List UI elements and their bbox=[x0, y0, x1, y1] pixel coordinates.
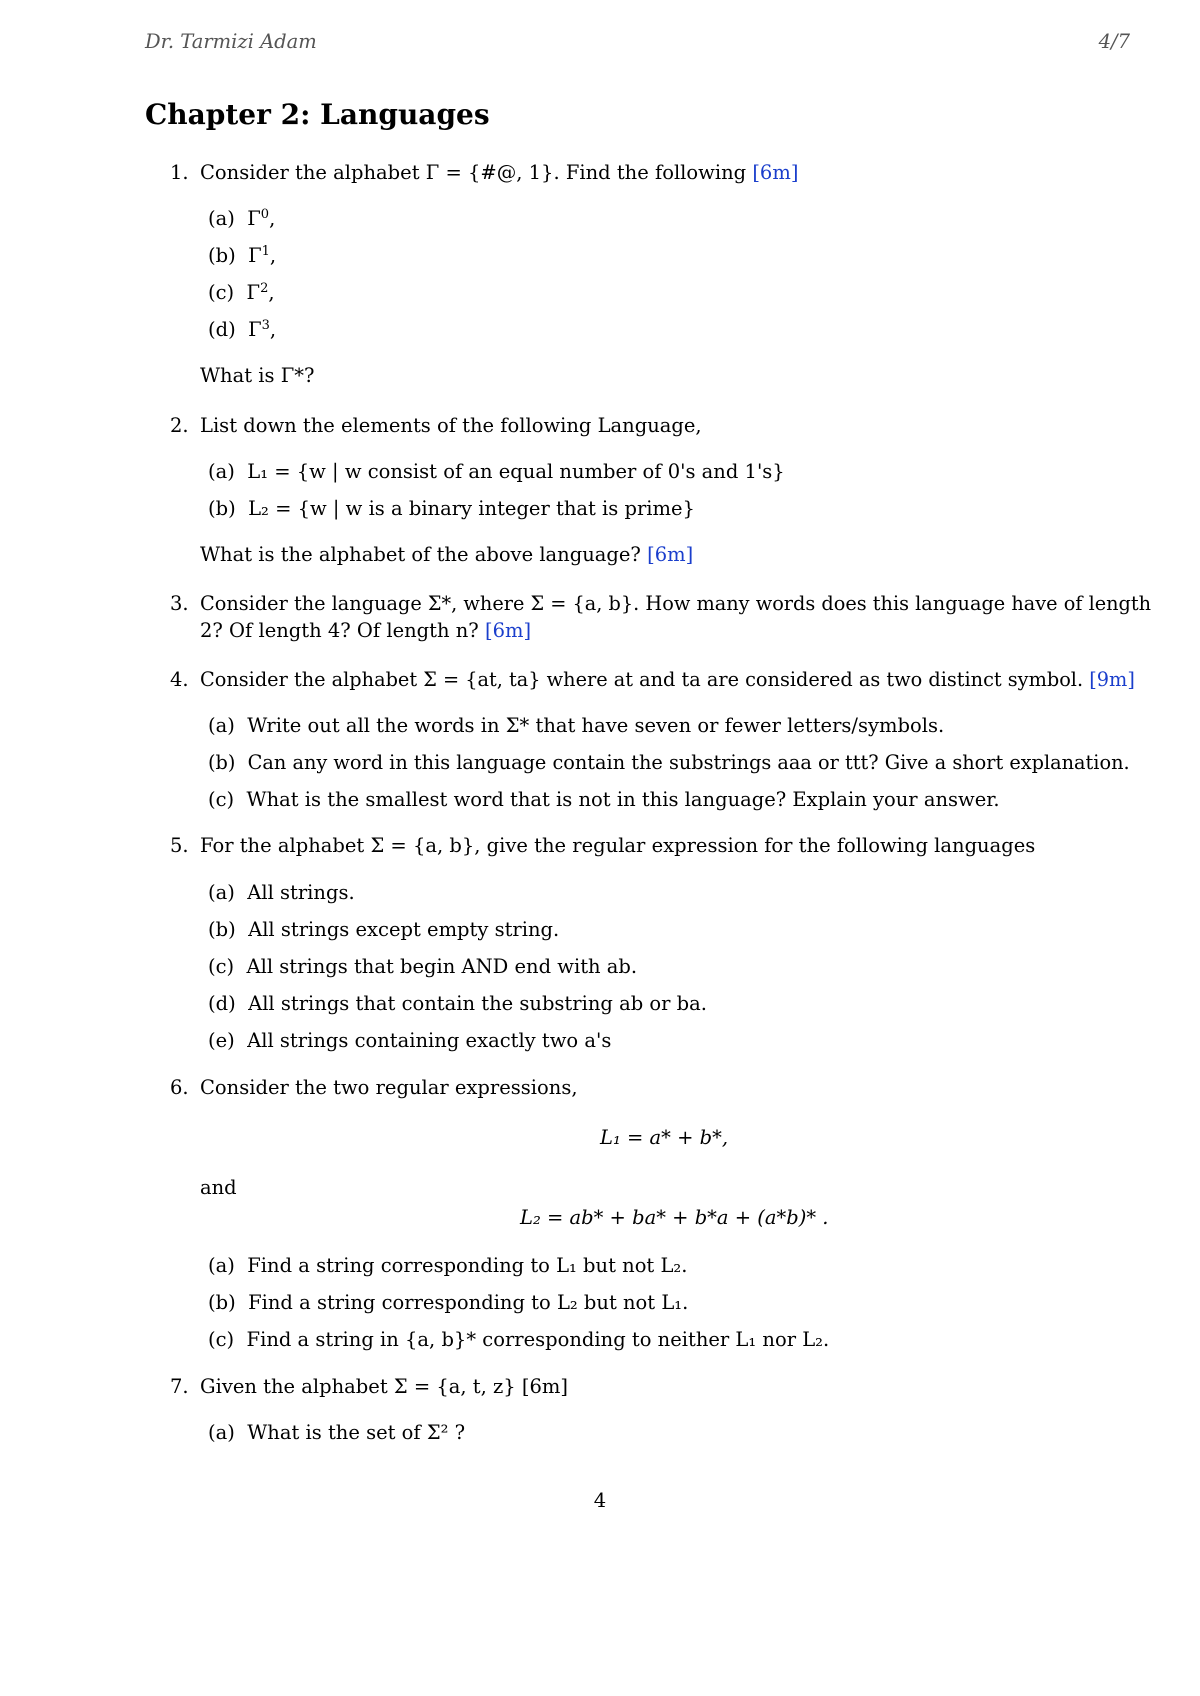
part-label: (b) bbox=[208, 244, 236, 267]
marks-badge: [6m] bbox=[484, 619, 532, 642]
sub-question bbox=[208, 318, 276, 341]
running-header-page: 4/7 bbox=[1098, 30, 1130, 53]
part-label: (a) bbox=[208, 207, 235, 230]
sub-question bbox=[208, 714, 944, 737]
part-text: What is the set of Σ² ? bbox=[247, 1421, 466, 1444]
question-number: 6. bbox=[170, 1076, 189, 1099]
part-text: All strings that begin AND end with ab. bbox=[246, 955, 638, 978]
part-text: L₁ = {w | w consist of an equal number of 0's and 1's} bbox=[247, 460, 785, 483]
question-number: 2. bbox=[170, 414, 189, 437]
connector-text: and bbox=[200, 1176, 237, 1199]
part-sup: 2 bbox=[260, 281, 269, 296]
part-text: Γ bbox=[248, 244, 262, 267]
question-text bbox=[200, 161, 798, 184]
part-label: (a) bbox=[208, 714, 235, 737]
part-text: All strings except empty string. bbox=[248, 918, 560, 941]
part-tail: , bbox=[269, 318, 277, 341]
part-label: (b) bbox=[208, 1291, 236, 1314]
part-label: (b) bbox=[208, 751, 236, 774]
equation-l2: L₂ = ab* + ba* + b*a + (a*b)* . bbox=[520, 1206, 829, 1229]
part-label: (c) bbox=[208, 788, 235, 811]
question-text-continued bbox=[200, 619, 531, 642]
part-label: (a) bbox=[208, 1254, 235, 1277]
question-number: 7. bbox=[170, 1375, 189, 1398]
question-4-text: Consider the alphabet Σ = {at, ta} where at and ta are considered as two distinct symbol. bbox=[200, 668, 1084, 691]
part-label: (a) bbox=[208, 881, 235, 904]
question-number: 5. bbox=[170, 834, 189, 857]
part-text: Write out all the words in Σ* that have seven or fewer letters/symbols. bbox=[247, 714, 945, 737]
equation-l1: L₁ = a* + b*, bbox=[600, 1126, 729, 1149]
part-text: All strings that contain the substring ab or ba. bbox=[248, 992, 707, 1015]
part-tail: , bbox=[268, 281, 275, 304]
sub-question bbox=[208, 1029, 611, 1052]
question-text: Consider the language Σ*, where Σ = {a, b}. How many words does this language have of length bbox=[200, 592, 1152, 615]
part-text: Can any word in this language contain the substrings aaa or ttt? Give a short explanation. bbox=[247, 751, 1130, 774]
sub-question bbox=[208, 460, 785, 483]
question-text: For the alphabet Σ = {a, b}, give the regular expression for the following languages bbox=[200, 834, 1036, 857]
part-text: L₂ = {w | w is a binary integer that is prime} bbox=[248, 497, 695, 520]
sub-question bbox=[208, 788, 1000, 811]
part-tail: , bbox=[269, 244, 277, 267]
running-header-author: Dr. Tarmizi Adam bbox=[145, 30, 317, 53]
sub-question bbox=[208, 1328, 829, 1351]
part-sup: 1 bbox=[261, 244, 270, 259]
part-label: (d) bbox=[208, 318, 236, 341]
sub-question bbox=[208, 992, 707, 1015]
chapter-title: Chapter 2: Languages bbox=[145, 98, 490, 131]
question-number: 1. bbox=[170, 161, 189, 184]
question-3-text2: 2? Of length 4? Of length n? bbox=[200, 619, 479, 642]
question-text bbox=[200, 668, 1135, 691]
sub-question bbox=[208, 244, 276, 267]
part-label: (a) bbox=[208, 460, 235, 483]
question-7-text: Given the alphabet Σ = {a, t, z} bbox=[200, 1375, 516, 1398]
sub-question bbox=[208, 1421, 465, 1444]
marks-badge: [6m] bbox=[647, 543, 694, 566]
question-followup: What is Γ*? bbox=[200, 364, 315, 387]
sub-question bbox=[208, 1254, 687, 1277]
part-text: All strings. bbox=[247, 881, 355, 904]
sub-question bbox=[208, 955, 637, 978]
part-sup: 3 bbox=[261, 318, 270, 333]
part-label: (b) bbox=[208, 497, 236, 520]
question-text: Consider the two regular expressions, bbox=[200, 1076, 578, 1099]
sub-question bbox=[208, 281, 275, 304]
question-number: 3. bbox=[170, 592, 189, 615]
sub-question bbox=[208, 497, 695, 520]
part-label: (c) bbox=[208, 281, 235, 304]
part-label: (b) bbox=[208, 918, 236, 941]
part-label: (e) bbox=[208, 1029, 235, 1052]
question-number: 4. bbox=[170, 668, 189, 691]
part-text: Find a string corresponding to L₁ but not L₂. bbox=[247, 1254, 688, 1277]
marks-badge: [9m] bbox=[1089, 668, 1135, 691]
part-label: (a) bbox=[208, 1421, 235, 1444]
question-followup bbox=[200, 543, 693, 566]
question-text bbox=[200, 1375, 568, 1398]
sub-question bbox=[208, 1291, 688, 1314]
part-tail: , bbox=[269, 207, 276, 230]
part-text: Find a string corresponding to L₂ but not L₁. bbox=[248, 1291, 689, 1314]
sub-question bbox=[208, 751, 1130, 774]
marks-badge: [6m] bbox=[752, 161, 799, 184]
part-text: Find a string in {a, b}* corresponding to neither L₁ nor L₂. bbox=[246, 1328, 830, 1351]
part-label: (c) bbox=[208, 955, 235, 978]
part-text: Γ bbox=[248, 318, 262, 341]
part-text: Γ bbox=[246, 281, 261, 304]
part-text: What is the smallest word that is not in this language? Explain your answer. bbox=[246, 788, 1000, 811]
question-1-text: Consider the alphabet Γ = {#@, 1}. Find the following bbox=[200, 161, 747, 184]
part-label: (d) bbox=[208, 992, 236, 1015]
question-text: List down the elements of the following Language, bbox=[200, 414, 702, 437]
sub-question bbox=[208, 881, 355, 904]
sub-question bbox=[208, 207, 275, 230]
part-sup: 0 bbox=[260, 207, 270, 222]
part-label: (c) bbox=[208, 1328, 235, 1351]
part-text: Γ bbox=[247, 207, 261, 230]
followup-text: What is the alphabet of the above language? bbox=[200, 543, 641, 566]
part-text: All strings containing exactly two a's bbox=[247, 1029, 612, 1052]
marks-badge: [6m] bbox=[521, 1375, 569, 1398]
sub-question bbox=[208, 918, 559, 941]
page-number: 4 bbox=[593, 1489, 607, 1512]
